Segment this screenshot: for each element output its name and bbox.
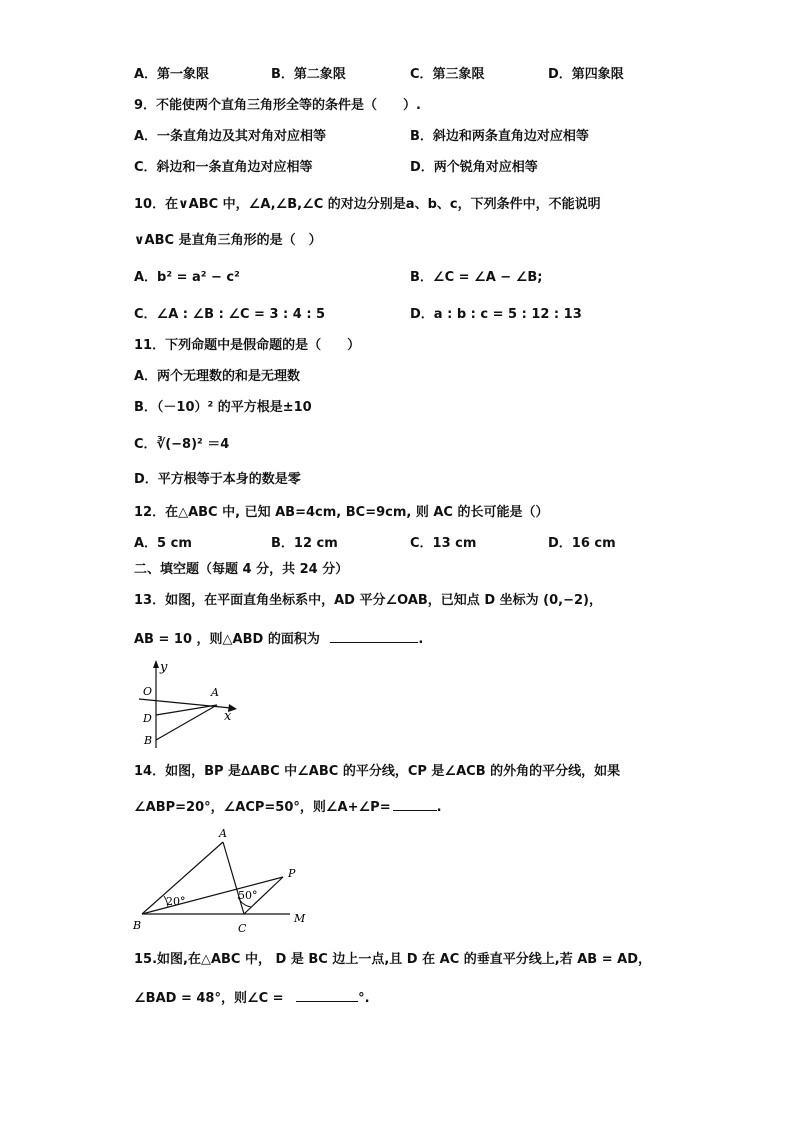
q10-stem-line2: ∨ABC 是直角三角形的是（ ） <box>134 233 322 248</box>
q11-option-b: B．（－10）² 的平方根是±10 <box>134 400 312 415</box>
q11-stem: 11．下列命题中是假命题的是（ ） <box>134 338 361 353</box>
q10-option-c: C．∠A : ∠B : ∠C = 3 : 4 : 5 <box>134 307 326 322</box>
q10-stem-line1: 10．在∨ABC 中，∠A,∠B,∠C 的对边分别是a、b、c，下列条件中，不能说明 <box>134 197 601 212</box>
q14-stem-line2 <box>134 796 442 817</box>
q9-stem: 9．不能使两个直角三角形全等的条件是（ ）. <box>134 98 421 113</box>
q12-option-c: C．13 cm <box>410 536 477 551</box>
q9-option-b: B．斜边和两条直角边对应相等 <box>410 129 589 144</box>
q14-stem-line1: 14．如图，BP 是∆ABC 中∠ABC 的平分线，CP 是∠ACB 的外角的平分线，如果 <box>134 764 621 779</box>
q11-option-c: C．∛(−8)² ＝4 <box>134 437 230 452</box>
q14-triangle-figure <box>130 825 315 937</box>
q9-option-a: A．一条直角边及其对角对应相等 <box>134 129 327 144</box>
q12-stem: 12．在△ABC 中, 已知 AB=4cm, BC=9cm, 则 AC 的长可能是（） <box>134 505 549 520</box>
fig13-label-x: x <box>224 709 232 724</box>
q8-option-b: B．第二象限 <box>271 67 346 82</box>
q9-option-c: C．斜边和一条直角边对应相等 <box>134 160 313 175</box>
fig14-label-a: A <box>219 827 227 840</box>
q13-stem-text: AB = 10 ，则△ABD 的面积为 <box>134 632 320 647</box>
q8-option-c: C．第三象限 <box>410 67 485 82</box>
q10-option-d: D．a : b : c = 5 : 12 : 13 <box>410 307 582 322</box>
q15-stem-text: ∠BAD = 48°，则∠C = <box>134 991 284 1006</box>
q14-stem-text: ∠ABP=20°，∠ACP=50°，则∠A+∠P= <box>134 800 391 815</box>
q10-option-b: B．∠C = ∠A − ∠B; <box>410 270 543 285</box>
fig14-angle-20: 20° <box>166 895 186 908</box>
fig14-label-m: M <box>294 912 306 925</box>
fig14-label-b: B <box>133 919 142 932</box>
q15-stem-end: °. <box>358 991 370 1006</box>
fig14-label-p: P <box>288 867 296 880</box>
q15-answer-blank[interactable] <box>296 987 358 1002</box>
q10-option-a: A．b² = a² − c² <box>134 270 240 285</box>
q8-option-a: A．第一象限 <box>134 67 210 82</box>
q11-option-d: D．平方根等于本身的数是零 <box>134 472 301 487</box>
q13-answer-blank[interactable] <box>330 628 418 643</box>
section-title: 二、填空题（每题 4 分，共 24 分） <box>134 562 349 577</box>
q13-stem-end: . <box>418 632 424 647</box>
fig14-label-c: C <box>238 922 247 935</box>
fig13-label-d: D <box>143 712 152 725</box>
fig14-angle-50: 50° <box>238 889 258 902</box>
q9-option-d: D．两个锐角对应相等 <box>410 160 538 175</box>
q15-stem-line1: 15.如图,在△ABC 中， D 是 BC 边上一点,且 D 在 AC 的垂直平分线上,若 AB = AD， <box>134 952 652 967</box>
q12-option-d: D．16 cm <box>548 536 616 551</box>
q11-option-a: A．两个无理数的和是无理数 <box>134 369 301 384</box>
q14-answer-blank[interactable] <box>393 796 437 811</box>
q8-option-d: D．第四象限 <box>548 67 624 82</box>
q13-coordinate-figure <box>135 658 245 753</box>
fig13-label-y: y <box>160 660 168 675</box>
q13-stem-line1: 13．如图，在平面直角坐标系中，AD 平分∠OAB，已知点 D 坐标为 (0,−2)， <box>134 593 602 608</box>
q15-stem-line2 <box>134 987 370 1008</box>
fig13-label-o: O <box>143 685 153 698</box>
q14-stem-end: . <box>436 800 442 815</box>
q12-option-b: B．12 cm <box>271 536 338 551</box>
fig13-label-a: A <box>211 686 219 699</box>
q12-option-a: A．5 cm <box>134 536 192 551</box>
q13-stem-line2 <box>134 628 423 649</box>
fig13-label-b: B <box>144 734 153 747</box>
